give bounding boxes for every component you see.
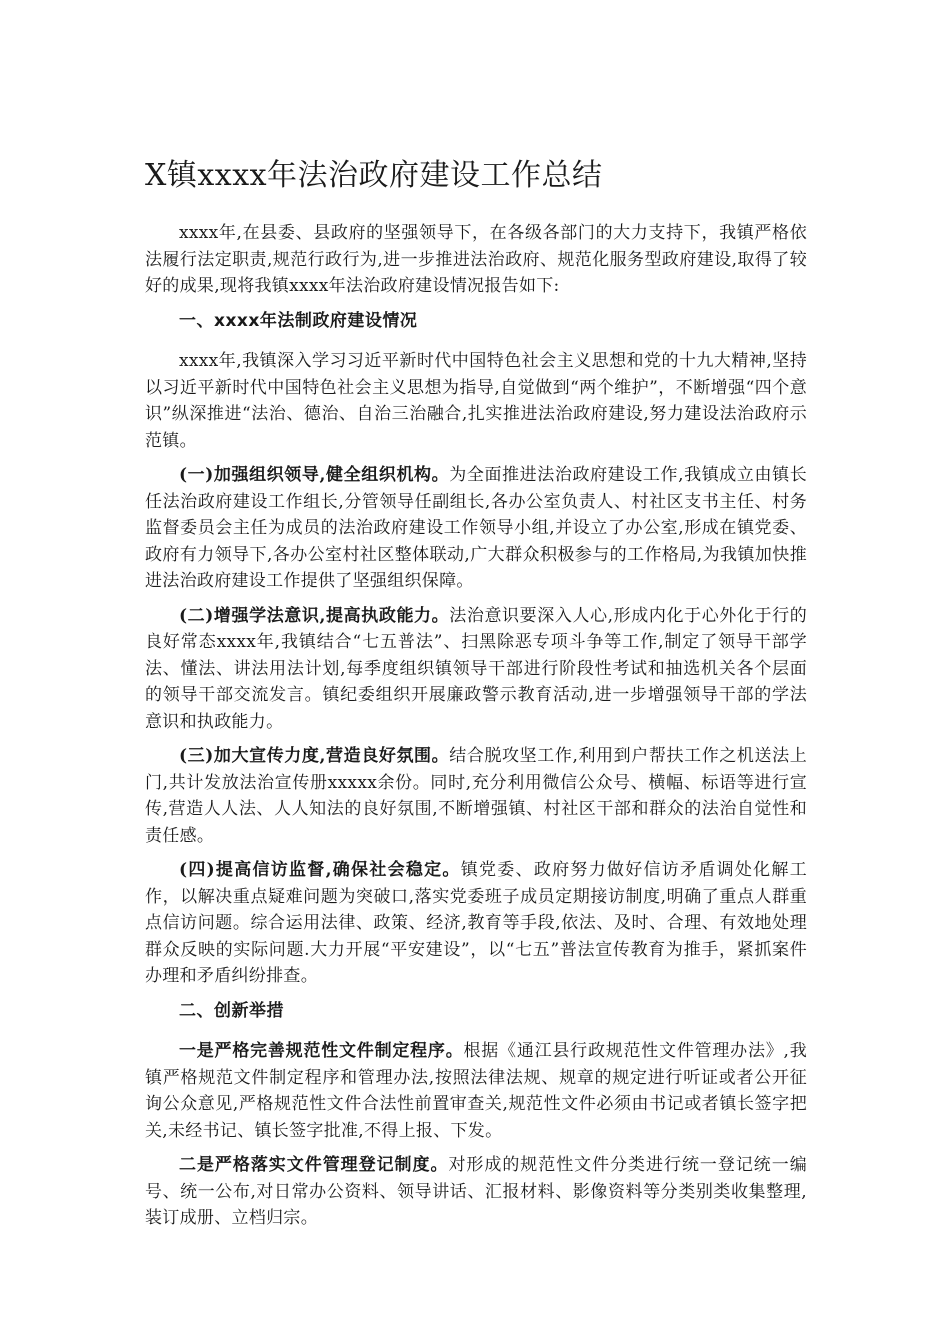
item-lead: (三)加大宣传力度,营造良好氛围。 [179, 746, 450, 766]
section1-item-2 [145, 603, 807, 736]
item-text: 根据《通江县行政规范性文件管理办法》,我镇严格规范文件制定程序和管理办法,按照法律法规、规章的规定进行听证或者公开征询公众意见,严格规范性文件合法性前置审查关,规范性文件必须由书记或者镇长签字把关,未经书记、镇长签字批准,不得上报、下发。 [145, 1041, 807, 1141]
section1-item-1 [145, 462, 807, 595]
item-text: 对形成的规范性文件分类进行统一登记统一编号、统一公布,对日常办公资料、领导讲话、汇报材料、影像资料等分类别类收集整理,装订成册、立档归宗。 [145, 1155, 808, 1228]
section1-item-4 [145, 857, 807, 990]
section2-item-2 [145, 1152, 807, 1232]
item-lead: (一)加强组织领导,健全组织机构。 [179, 465, 450, 485]
section2-item-1 [145, 1038, 807, 1144]
document-body [145, 150, 807, 1240]
item-lead: 二是严格落实文件管理登记制度。 [179, 1155, 449, 1175]
intro-paragraph: xxxx年,在县委、县政府的坚强领导下，在各级各部门的大力支持下，我镇严格依法履行法定职责,规范行政行为,进一步推进法治政府、规范化服务型政府建设,取得了较好的成果,现将我镇xxxx年法治政府建设情况报告如下: [145, 223, 807, 296]
item-text: 为全面推进法治政府建设工作,我镇成立由镇长任法治政府建设工作组长,分管领导任副组长,各办公室负责人、村社区支书主任、村务监督委员会主任为成员的法治政府建设工作领导小组,并设立了办公室,形成在镇党委、政府有力领导下,各办公室村社区整体联动,广大群众积极参与的工作格局,为我镇加快推进法治政府建设工作提供了坚强组织保障。 [145, 465, 808, 591]
item-lead: (二)增强学法意识,提高执政能力。 [179, 605, 450, 626]
section-heading-2: 二、创新举措 [179, 1000, 284, 1021]
item-lead: 一是严格完善规范性文件制定程序。 [179, 1041, 464, 1061]
item-text: 镇党委、政府努力做好信访矛盾调处化解工作，以解决重点疑难问题为突破口,落实党委班子成员定期接访制度,明确了重点人群重点信访问题。综合运用法律、政策、经济,教育等手段,依法、及时、合理、有效地处理群众反映的实际问题.大力开展“平安建设”，以“七五”普法宣传教育为推手，紧抓案件办理和矛盾纠纷排查。 [145, 860, 807, 986]
item-text: 法治意识要深入人心,形成内化于心外化于行的良好常态xxxx年,我镇结合“七五普法”、扫黑除恶专项斗争等工作,制定了领导干部学法、懂法、讲法用法计划,每季度组织镇领导干部进行阶段性考试和抽选机关各个层面的领导干部交流发言。镇纪委组织开展廉政警示教育活动,进一步增强领导干部的学法意识和执政能力。 [145, 605, 808, 732]
item-text: 结合脱攻坚工作,利用到户帮扶工作之机送法上门,共计发放法治宣传册xxxxx余份。同时,充分利用微信公众号、横幅、标语等进行宣传,营造人人法、人人知法的良好氛围,不断增强镇、村社区干部和群众的法治自觉性和责任感。 [145, 746, 808, 846]
item-lead: (四)提高信访监督,确保社会稳定。 [179, 860, 461, 880]
document-title: X镇xxxx年法治政府建设工作总结 [145, 158, 603, 193]
section1-intro-paragraph: xxxx年,我镇深入学习习近平新时代中国特色社会主义思想和党的十九大精神,坚持以习近平新时代中国特色社会主义思想为指导,自觉做到“两个维护”，不断增强“四个意识”纵深推进“法治、德治、自治三治融合,扎实推进法治政府建设,努力建设法治政府示范镇。 [145, 351, 807, 451]
section1-item-3 [145, 743, 807, 849]
section-heading-1: 一、xxxx年法制政府建设情况 [179, 310, 418, 331]
